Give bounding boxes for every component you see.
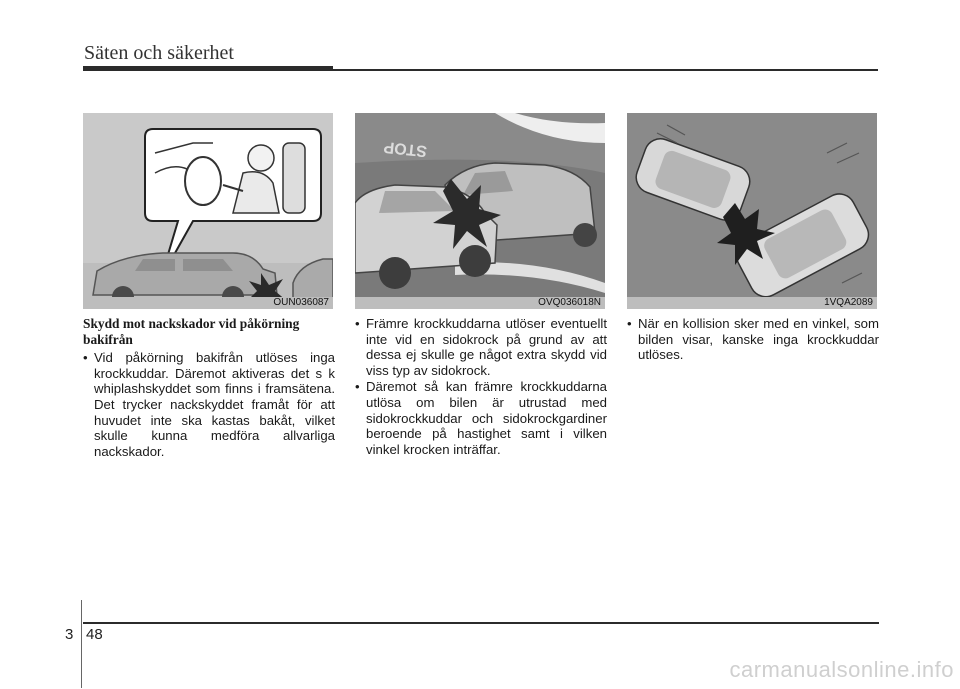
bullet-text: När en kollision sker med en vinkel, som bilden visar, kanske inga krockkuddar utlöses. — [638, 316, 879, 363]
column-rear-impact — [83, 316, 335, 460]
section-heading: Skydd mot nackskador vid påkörning bakifrån — [83, 316, 300, 347]
bullet-marker: • — [83, 350, 88, 366]
bullet-text: Främre krockkuddarna utlöser eventuellt inte vid en sidokrock på grund av att dessa ej skulle ge något extra skydd vid viss typ av sidokrock. — [366, 316, 607, 378]
bullet-text: Däremot så kan främre krockkuddarna utlösa om bilen är utrustad med sidokrockkuddar och sidokrockgardiner beroende på hastighet samt i vilken vinkel krocken inträffar. — [366, 379, 607, 457]
figure-code: 1VQA2089 — [824, 297, 873, 308]
header-rule-thin — [333, 69, 878, 71]
bullet-item — [627, 316, 879, 363]
column-side-impact — [355, 316, 607, 458]
bullet-item — [355, 379, 607, 457]
bullet-text: Vid påkörning bakifrån utlöses inga krockkuddar. Däremot aktiveras det s k whiplashskyddet som finns i framsätena. Det trycker nackskyddet framåt för att huvudet inte ska kastas bakåt, vilket skulle kunna medföra allvarliga nackskador. — [94, 350, 335, 459]
column-angled-collision — [627, 316, 879, 364]
road-stop-marking: STOP — [382, 137, 428, 160]
footer-rule — [83, 622, 879, 624]
figure-code: OVQ036018N — [538, 297, 601, 308]
chapter-number: 3 — [65, 626, 74, 643]
header-rule — [83, 66, 333, 71]
figure-rear-impact — [83, 113, 333, 309]
footer-divider — [81, 600, 82, 688]
figure-side-impact — [355, 113, 605, 309]
bullet-item — [83, 350, 335, 459]
watermark: carmanualsonline.info — [729, 657, 954, 682]
bullet-marker: • — [355, 316, 360, 331]
page-title: Säten och säkerhet — [84, 42, 234, 64]
bullet-item — [355, 316, 607, 378]
figure-angled-collision — [627, 113, 877, 309]
bullet-marker: • — [355, 379, 360, 395]
angled-collision-illustration — [627, 113, 877, 309]
bullet-marker: • — [627, 316, 632, 331]
side-impact-illustration — [355, 113, 605, 309]
page-number: 48 — [86, 626, 103, 643]
figure-code: OUN036087 — [273, 297, 329, 308]
rear-impact-illustration — [83, 113, 333, 309]
